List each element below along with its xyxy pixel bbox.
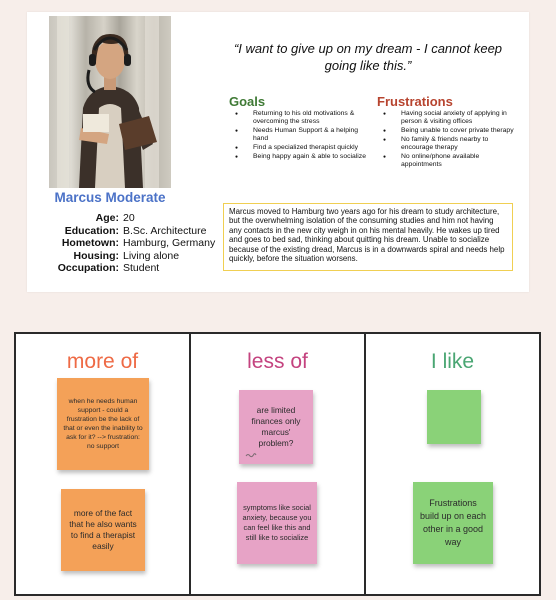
- column-title-i-like: I like: [430, 350, 475, 373]
- sticky-note[interactable]: are limited finances only marcus' problem?: [239, 390, 313, 464]
- info-row-education: [27, 225, 227, 238]
- sticky-note[interactable]: more of the fact that he also wants to find a therapist easily: [61, 489, 145, 571]
- frustrations-heading: Frustrations: [377, 94, 453, 109]
- goal-item: ● Returning to his old motivations & overcoming the stress: [227, 110, 367, 126]
- info-row-occupation: [27, 262, 227, 275]
- sticky-note[interactable]: Frustrations build up on each other in a good way: [413, 482, 493, 564]
- pen-scribble-icon: [245, 452, 257, 458]
- info-label: Education:: [64, 224, 119, 237]
- info-label: Hometown:: [61, 237, 119, 249]
- persona-info: [27, 212, 227, 275]
- persona-photo: [49, 16, 171, 188]
- goals-heading: Goals: [229, 94, 266, 109]
- info-value: Hamburg, Germany: [123, 237, 216, 249]
- info-value: Student: [123, 262, 160, 274]
- info-row-hometown: [27, 237, 227, 250]
- info-value: B.Sc. Architecture: [123, 224, 207, 237]
- info-row-housing: [27, 250, 227, 263]
- info-value: 20: [123, 212, 135, 224]
- frustration-item: ● No online/phone available appointments: [375, 153, 515, 169]
- quote-line: going like this.”: [324, 58, 412, 73]
- goal-item: ● Needs Human Support & a helping hand: [227, 127, 367, 143]
- frustration-item: ● Being unable to cover private therapy: [375, 127, 515, 135]
- quote-line: “I want to give up on my dream - I cannot keep: [233, 41, 503, 56]
- column-title-more-of: more of: [66, 350, 139, 373]
- goal-item: ● Find a specialized therapist quickly: [227, 144, 367, 152]
- info-label: Age:: [95, 212, 119, 224]
- goals-list: [227, 110, 367, 162]
- persona-name: Marcus Moderate: [54, 190, 166, 205]
- column-more-of: [16, 334, 189, 594]
- info-row-age: [27, 212, 227, 225]
- info-label: Occupation:: [57, 262, 119, 274]
- sticky-note[interactable]: symptoms like social anxiety, because you can feel like this and still like to socialize: [237, 482, 317, 564]
- info-label: Housing:: [73, 249, 119, 262]
- goal-item: ● Being happy again & able to socialize: [227, 153, 367, 161]
- frustrations-list: [375, 110, 515, 170]
- column-less-of: [191, 334, 364, 594]
- persona-card: [27, 12, 529, 292]
- sticky-note-empty[interactable]: [427, 390, 481, 444]
- frustration-item: ● No family & friends nearby to encourage therapy: [375, 136, 515, 152]
- info-value: Living alone: [123, 249, 180, 262]
- column-title-less-of: less of: [247, 350, 308, 373]
- feedback-board: [14, 332, 541, 596]
- column-i-like: [366, 334, 539, 594]
- frustration-item: ● Having social anxiety of applying in person & visiting offices: [375, 110, 515, 126]
- persona-quote: [223, 40, 513, 74]
- sticky-note[interactable]: when he needs human support - could a frustration be the lack of that or even the inability to ask for it? --> frustration: no support: [57, 378, 149, 470]
- persona-story: Marcus moved to Hamburg two years ago for his dream to study architecture, but the overwhelming isolation of the consuming studies and him not having any contacts in the new city weigh in on his mental heavily. He wakes up tired and goes to bed sad, thinking about quitting his dream. Unable to socialize because of the existing dread, Marcus is in a downwards spiral and needs help quickly, before the situation worsens.: [223, 203, 513, 271]
